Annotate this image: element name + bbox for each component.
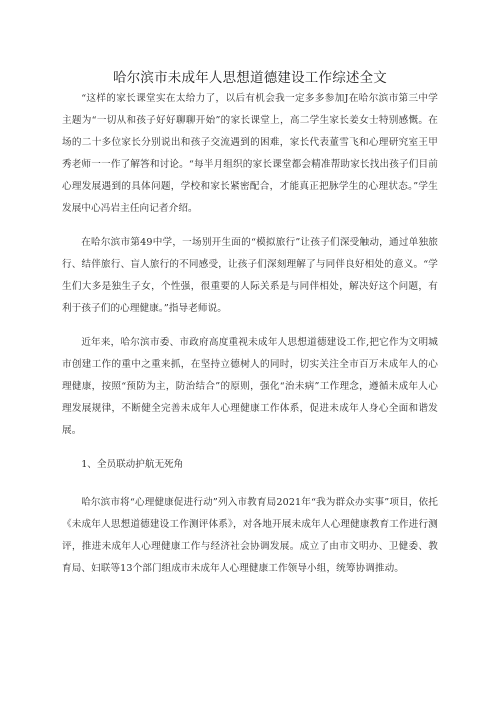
section-paragraph: 哈尔滨市将“心理健康促进行动”列入市教育局2021年“我为群众办实事”项目，依托《未成年人思想道德建设工作测评体系》，对各地开展未成年人心理健康教育工作进行测评，推进未成年人心理健康工作与经济社会协调发展。成立了由市文明办、卫健委、教育局、妇联等13个部门组成市未成年人心理健康工作领导小组，统筹协调推动。 bbox=[62, 497, 438, 574]
paragraph-1: “这样的家长课堂实在太给力了，以后有机会我一定多多参加J在哈尔滨市第三中学主题为“一切从和孩子好好聊聊开始”的家长课堂上，高二学生家长姜女士特别感慨。在场的二十多位家长分别说出和孩子交流遇到的困难，家长代表董雪飞和心理研究室王甲秀老师一一作了解答和讨论。“每半月组织的家长课堂都会精准帮助家长找出孩子们目前心理发展遇到的具体问题，学校和家长紧密配合，才能真正把脉学生的心理状态。”学生发展中心冯岩主任向记者介绍。 bbox=[62, 93, 438, 214]
section-heading: 1、全员联动护航无死角 bbox=[81, 459, 184, 470]
document-body bbox=[62, 88, 438, 580]
paragraph-3: 近年来，哈尔滨市委、市政府高度重视未成年人思想道德建设工作,把它作为文明城市创建工作的重中之重来抓，在坚持立德树人的同时，切实关注全市百万未成年人的心理健康，按照“预防为主，防治结合”的原则，强化“治未病”工作理念，遵循未成年人心理发展规律，不断健全完善未成年人心理健康工作体系，促进未成年人身心全面和谐发展。 bbox=[62, 337, 438, 436]
paragraph-2: 在哈尔滨市第49中学，一场别开生面的“模拟旅行”让孩子们深受触动，通过单独旅行、结伴旅行、盲人旅行的不同感受，让孩子们深刻理解了与同伴良好相处的意义。“学生们大多是独生子女，个性强，很重要的人际关系是与同伴相处，解决好这个问题，有利于孩子们的心理健康。”指导老师说。 bbox=[62, 237, 438, 314]
document-title: 哈尔滨市未成年人思想道德建设工作综述全文 bbox=[113, 70, 387, 86]
